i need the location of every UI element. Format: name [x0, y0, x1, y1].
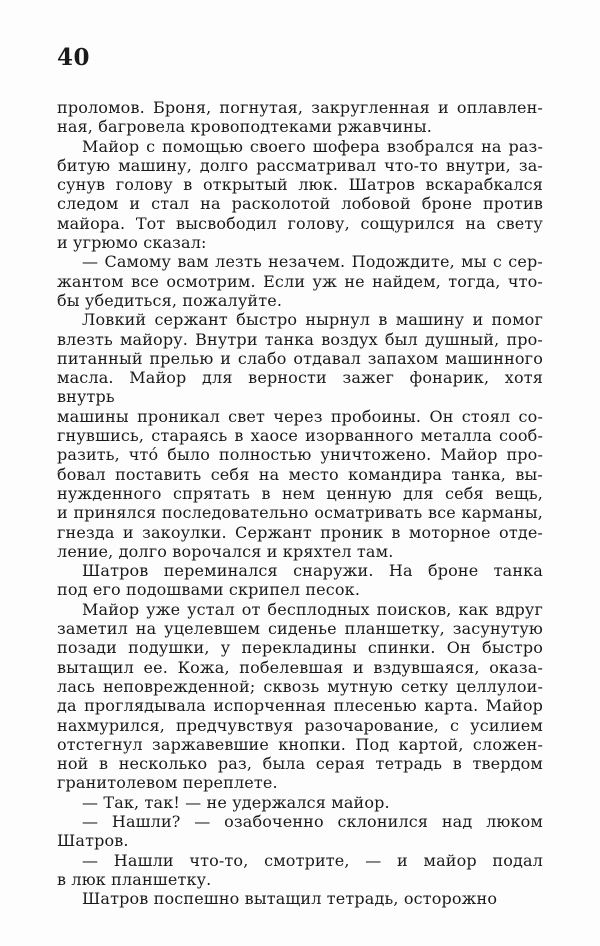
- text-line: лась неповрежденной; сквозь мутную сетку целлулои-: [57, 676, 543, 696]
- text-line: масла. Майор для верности зажег фонарик, хотя внутрь: [57, 368, 543, 407]
- text-line: нужденного спрятать в нем ценную для себя вещь,: [57, 483, 543, 503]
- text-line: — Самому вам лезть незачем. Подождите, мы с сер-: [82, 252, 543, 272]
- text-line: майора. Тот высвободил голову, сощурился на свету: [57, 213, 543, 233]
- text-line: следом и стал на расколотой лобовой броне против: [57, 194, 543, 214]
- text-line: гнезда и закоулки. Сержант проник в моторное отде-: [57, 522, 543, 542]
- page-text: [57, 98, 543, 908]
- text-line: — Нашли? — озабоченно склонился над люком: [82, 811, 543, 831]
- text-line: битую машину, долго рассматривал что-то внутри, за-: [57, 155, 543, 175]
- text-line: питанный прелью и слабо отдавал запахом машинного: [57, 348, 543, 368]
- paragraph: [57, 600, 543, 793]
- text-line: ление, долго ворочался и кряхтел там.: [57, 541, 394, 561]
- text-line: Шатров переминался снаружи. На броне танка: [82, 561, 543, 581]
- text-line: вытащил ее. Кожа, побелевшая и вздувшаяся, оказа-: [57, 657, 543, 677]
- paragraph: [57, 98, 543, 137]
- text-line: — Так, так! — не удержался майор.: [82, 792, 390, 812]
- text-line: проломов. Броня, погнутая, закругленная и оплавлен-: [57, 98, 543, 117]
- text-line: Ловкий сержант быстро нырнул в машину и помог: [82, 310, 543, 330]
- paragraph: [57, 561, 543, 600]
- text-line: позади подушки, у перекладины спинки. Он быстро: [57, 638, 543, 658]
- text-line: разить, что́ было полностью уничтожено. Майор про-: [57, 445, 543, 465]
- text-line: под его подошвами скрипел песок.: [57, 580, 361, 600]
- text-line: да проглядывала испорченная плесенью карта. Майор: [57, 696, 543, 716]
- text-line: машины проникал свет через пробоины. Он стоял со-: [57, 406, 543, 426]
- text-line: бы убедиться, пожалуйте.: [57, 290, 283, 310]
- paragraph: [57, 812, 543, 851]
- text-line: в люк планшетку.: [57, 869, 212, 889]
- text-line: и принялся последовательно осматривать все карманы,: [57, 503, 543, 523]
- text-line: — Нашли что-то, смотрите, — и майор подал: [82, 850, 543, 870]
- text-line: и угрюмо сказал:: [57, 233, 207, 253]
- paragraph: [57, 793, 543, 812]
- paragraph: [57, 889, 543, 908]
- text-line: нахмурился, предчувствуя разочарование, с усилием: [57, 715, 543, 735]
- text-line: ной в несколько раз, была серая тетрадь в твердом: [57, 754, 543, 774]
- paragraph: [57, 137, 543, 253]
- text-line: бовал поставить себя на место командира танка, вы-: [57, 464, 543, 484]
- text-line: сунув голову в открытый люк. Шатров вскарабкался: [57, 175, 543, 195]
- paragraph: [57, 252, 543, 310]
- text-line: гнувшись, стараясь в хаосе изорванного металла сооб-: [57, 426, 543, 446]
- page-number: 40: [57, 44, 91, 71]
- text-line: гранитолевом переплете.: [57, 773, 278, 793]
- text-line: отстегнул заржавевшие кнопки. Под картой, сложен-: [57, 734, 543, 754]
- text-line: Шатров.: [57, 831, 129, 851]
- text-line: Майор уже устал от бесплодных поисков, как вдруг: [82, 599, 543, 619]
- paragraph: [57, 851, 543, 890]
- text-line: жантом все осмотрим. Если уж не найдем, тогда, что-: [57, 271, 543, 291]
- text-line: ная, багровела кровоподтеками ржавчины.: [57, 117, 432, 137]
- text-line: Майор с помощью своего шофера взобрался на раз-: [82, 136, 543, 156]
- text-line: Шатров поспешно вытащил тетрадь, осторожно: [82, 889, 498, 909]
- text-line: заметил на уцелевшем сиденье планшетку, засунутую: [57, 619, 543, 639]
- text-line: влезть майору. Внутри танка воздух был душный, про-: [57, 329, 543, 349]
- paragraph: [57, 310, 543, 561]
